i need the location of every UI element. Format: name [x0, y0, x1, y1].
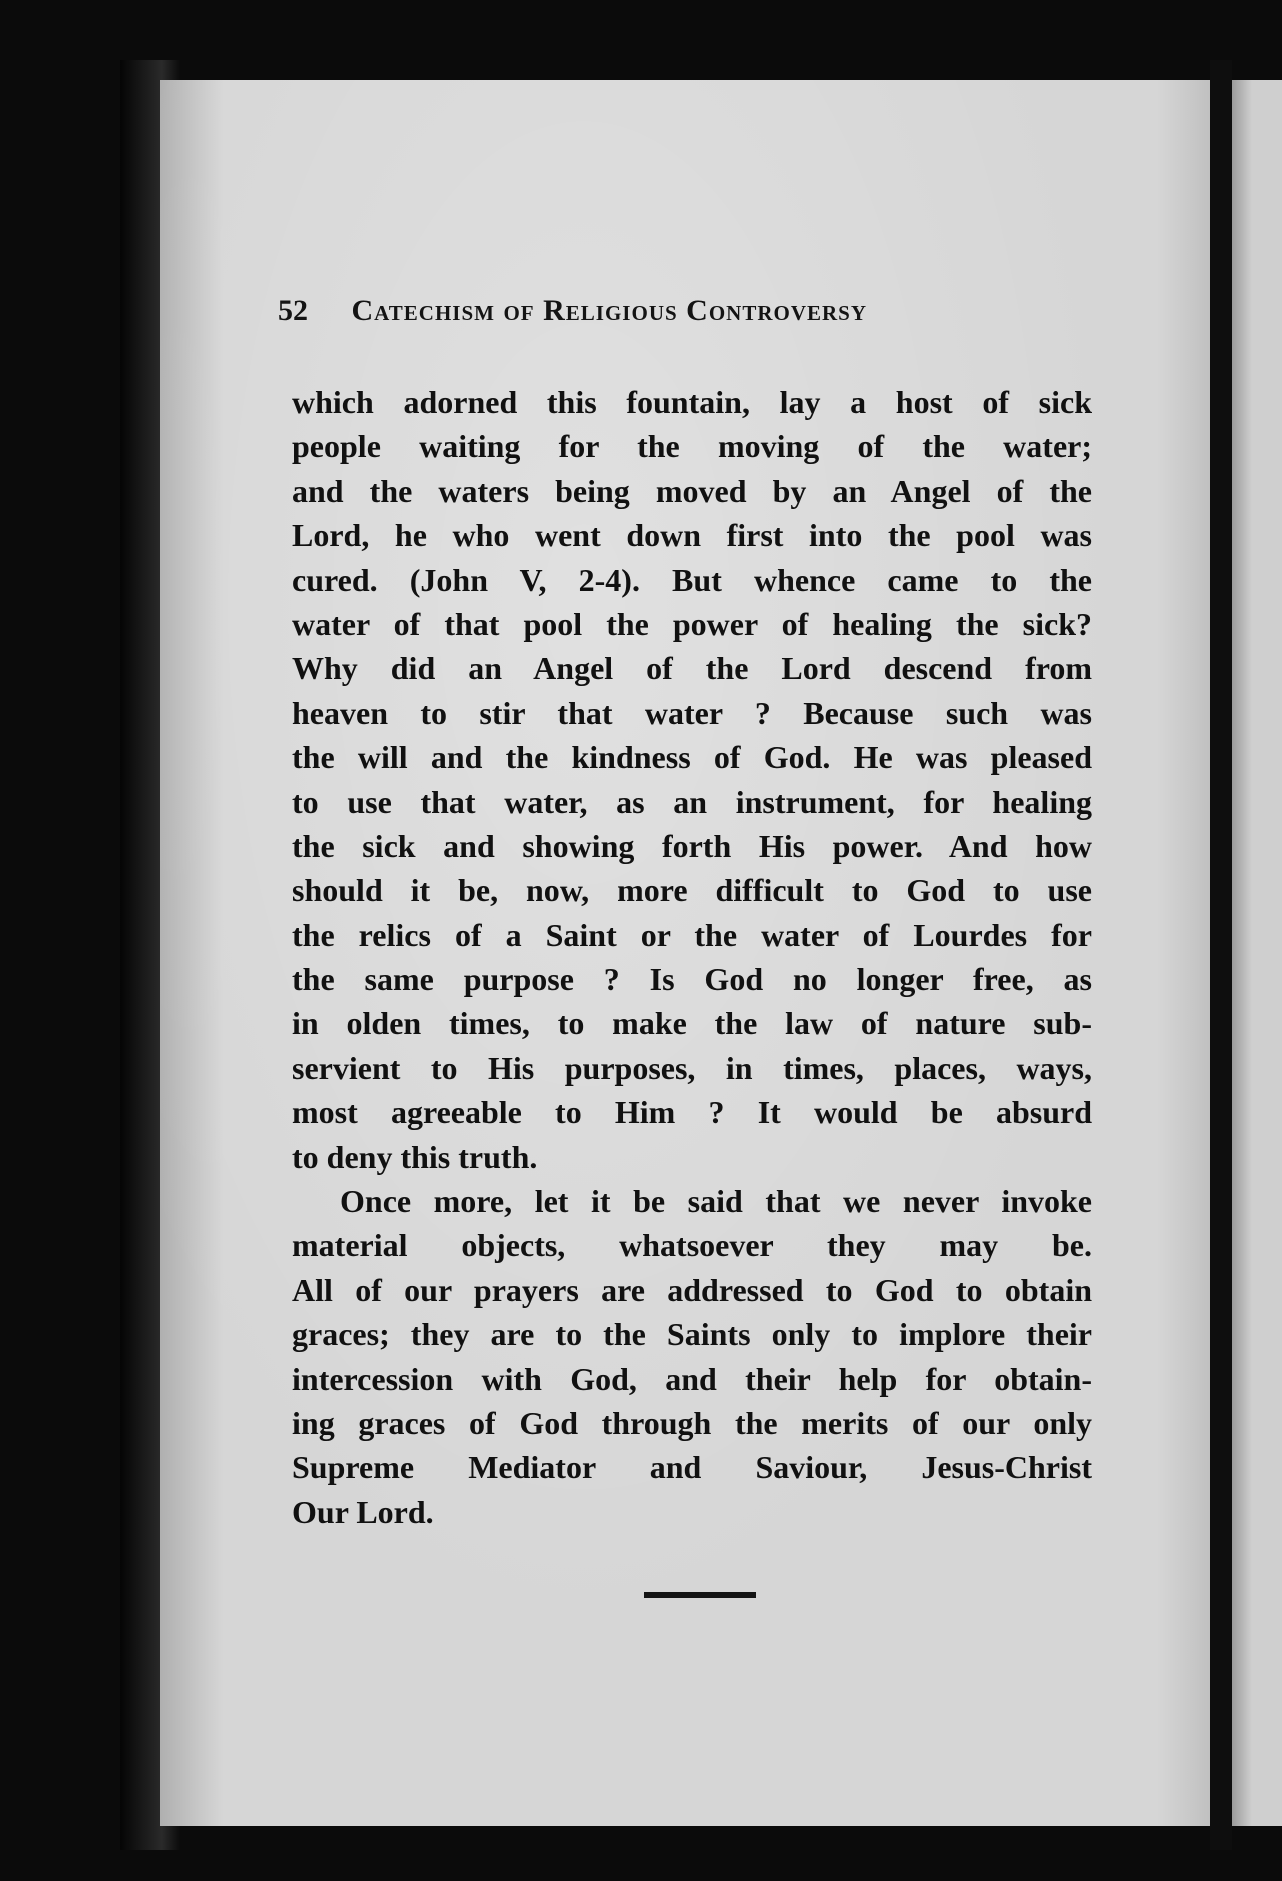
text-line: the will and the kindness of God. He was pleased — [292, 739, 1092, 776]
text-line: All of our prayers are addressed to God to obtain — [292, 1271, 1092, 1308]
running-title: Catechism of Religious Controversy — [351, 294, 868, 327]
text-line: Our Lord. — [292, 1493, 434, 1530]
next-page-sliver — [1232, 80, 1282, 1826]
text-line: Lord, he who went down first into the pool was — [292, 517, 1092, 554]
text-line: the same purpose ? Is God no longer free, as — [292, 961, 1092, 998]
text-line: Supreme Mediator and Saviour, Jesus-Christ — [292, 1449, 1092, 1486]
text-line: the sick and showing forth His power. And how — [292, 827, 1092, 864]
text-line: cured. (John V, 2-4). But whence came to the — [292, 561, 1092, 598]
text-line: Why did an Angel of the Lord descend from — [292, 650, 1092, 687]
text-line: graces; they are to the Saints only to implore their — [292, 1316, 1092, 1353]
text-line: in olden times, to make the law of nature sub- — [292, 1005, 1092, 1042]
text-line: intercession with God, and their help for obtain- — [292, 1360, 1092, 1397]
text-line: Once more, let it be said that we never invoke — [340, 1183, 1092, 1220]
text-line: which adorned this fountain, lay a host of sick — [292, 384, 1092, 420]
text-line: to deny this truth. — [292, 1138, 538, 1175]
paragraph — [292, 1179, 1092, 1534]
text-line: heaven to stir that water ? Because such was — [292, 694, 1092, 731]
text-line: servient to His purposes, in times, places, ways, — [292, 1049, 1092, 1086]
text-line: to use that water, as an instrument, for healing — [292, 783, 1092, 820]
text-line: and the waters being moved by an Angel of the — [292, 472, 1092, 509]
text-line: material objects, whatsoever they may be. — [292, 1227, 1092, 1264]
section-end-rule — [644, 1592, 756, 1598]
running-header — [278, 294, 1078, 338]
text-line: people waiting for the moving of the water; — [292, 428, 1092, 465]
text-line: most agreeable to Him ? It would be absurd — [292, 1094, 1092, 1131]
text-line: water of that pool the power of healing the sick? — [292, 605, 1092, 642]
text-line: the relics of a Saint or the water of Lourdes for — [292, 916, 1092, 953]
page-body — [292, 380, 1092, 1534]
page-number: 52 — [278, 294, 308, 327]
text-line: should it be, now, more difficult to God to use — [292, 872, 1092, 909]
page-edge — [1210, 60, 1232, 1850]
text-line: ing graces of God through the merits of our only — [292, 1404, 1092, 1441]
paragraph — [292, 380, 1092, 1179]
